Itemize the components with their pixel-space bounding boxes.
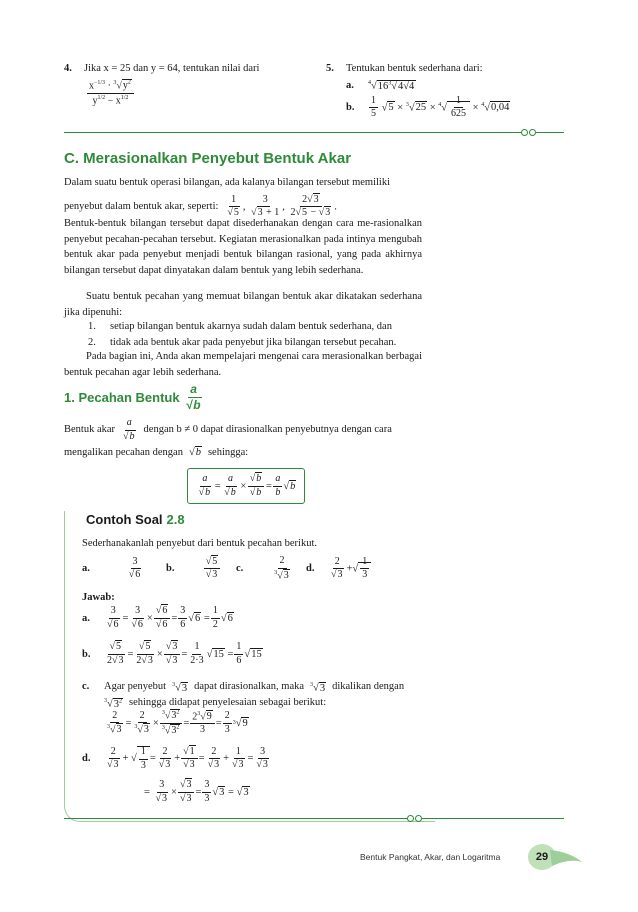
exercise-number: 4. [64,63,72,74]
example-instruction: Sederhanakanlah penyebut dari bentuk pecahan berikut. [82,538,317,549]
section-divider [536,132,564,133]
section-divider [422,818,564,819]
item-label: a. [82,563,90,575]
item-label: c. [236,563,244,575]
list-item: 2. tidak ada bentuk akar pada penyebut jika bilangan tersebut pecahan. [88,336,397,348]
subsection-text: Bentuk akar $\frac{a}{√b}$ dengan b ≠ 0 dapat dirasionalkan penyebutnya dengan cara [64,417,392,442]
exercise-4-expression: $\frac{x^{-1/3} \cdot ^3√y^2}{y^{1/2} - x^{1/2}}$ [86,80,314,107]
answer-a: a. $\frac{3}{√6}$ = $\frac{3}{√6}$ × $\frac{√6}{√6}$ = $\frac{3}{6}$ √ 6 = $\frac{1}{2}$ √ 6 [82,605,233,630]
section-intro [64,175,422,219]
divider-dot [521,129,528,136]
footer-chapter-title: Bentuk Pangkat, Akar, dan Logaritma [360,852,501,862]
exercise-5 [326,63,586,120]
item-label: b. [166,563,175,575]
page-corner-decoration [548,846,588,872]
answer-d-cont: = $\frac{3}{√3}$ × $\frac{√3}{√3}$ = $\frac{3}{3}$ √ 3 = √ 3 [144,779,249,804]
question-c: $\frac{2}{^3√3}$ [274,555,289,581]
section-title: C. Merasionalkan Penyebut Bentuk Akar [64,150,352,167]
list-item: 1. setiap bilangan bentuk akarnya sudah dalam bentuk sederhana, dan [88,321,392,332]
answer-d: d. $\frac{2}{√3}$ + √ $\frac{1}{3}$ = $\frac{2}{√3}$ + $\frac{√1}{√3}$ = $\frac{2}{√3}$ + $\frac{1}{√3}$ = $\frac{3}{√3}$ [82,745,268,771]
exercise-number: 5. [326,63,334,74]
answer-heading: Jawab: [82,592,115,603]
subsection-text: mengalikan pecahan dengan √b sehingga: [64,447,249,458]
answer-b: b. $\frac{√5}{2√3}$ = $\frac{√5}{2√3}$ × $\frac{√3}{√3}$ = $\frac{1}{2\cdot 3}$ √ 15 = $\frac{1}{6}$ √ 15 [82,641,262,666]
conditions-list [88,319,422,350]
subsection-title: 1. Pecahan Bentuk $\frac{a}{√b}$ [64,382,201,412]
paragraph: Suatu bentuk pecahan yang memuat bilangan bentuk akar dikatakan sederhana jika dipenuhi: [64,291,422,318]
answer-c-text: c. Agar penyebut $^3$√3 dapat dirasionalkan, maka $^3$√3 dikalikan dengan [82,681,405,694]
item-label: d. [306,563,315,575]
exercise-5a-expression: $^4√16^3√4√4$ [368,80,415,92]
section-divider [64,132,524,133]
formula-box: $\frac{a}{√b}$ = $\frac{a}{√b}$ × $\frac{√b}{√b}$ = $\frac{a}{b}$ √ b [187,468,305,504]
exercise-text: Jika x = 25 dan y = 64, tentukan nilai dari [84,63,260,74]
divider-dot [407,815,414,822]
item-label: b. [346,102,355,113]
exercise-4 [64,63,314,107]
item-label: a. [346,80,354,92]
exercise-5b-expression: $\frac{1}{5}$ √5 × $^3$√25 × $^4$√ $\frac{1}{625}$ × $^4$√0,04 [371,94,510,119]
paragraph: Dalam suatu bentuk operasi bilangan, ada kalanya bilangan tersebut memiliki [64,177,390,188]
example-heading: Contoh Soal 2.8 [80,509,191,529]
example-questions [82,556,371,581]
divider-dot [529,129,536,136]
example-fractions: $\frac{1}{√5}$ , $\frac{3}{√3 + 1}$ , $\frac{2√3}{2√5 - √3}$ . [227,193,337,218]
answer-c: $\frac{2}{^3√3}$ = $\frac{2}{^3√3}$ × $\frac{^3√3^2}{^3√3^2}$ = $\frac{2^3√9}{3}$ = $\frac{2}{3}$ 3 √ 9 [107,709,248,737]
question-a: $\frac{3}{√6}$ [128,555,141,581]
paragraph: Pada bagian ini, Anda akan mempelajari mengenai cara merasionalkan berbagai bentuk pecahan agar lebih sederhana. [64,351,422,378]
paragraph: penyebut dalam bentuk akar, seperti: [64,200,219,212]
page-number: 29 [535,851,549,863]
section-divider [64,818,410,819]
question-b: $\frac{√5}{√3}$ [189,557,235,581]
exercise-text: Tentukan bentuk sederhana dari: [346,63,483,74]
divider-dot [415,815,422,822]
question-d: $\frac{2}{√3}$ +√ $\frac{1}{3}$ [328,557,371,581]
paragraph: Bentuk-bentuk bilangan tersebut dapat disederhanakan dengan cara me-rasionalkan penyebut pecahan-pecahan tersebut. Kegiatan merasionalkan pada intinya mengubah bentuk akar pada penyebut menjadi bentuk bilangan rasional, yang pada akhirnya bilangan tersebut dapat dinyatakan dalam bentuk yang lebih sederhana. [64,218,422,276]
answer-c-text: $^3√3^2$ sehingga didapat penyelesaian sebagai berikut: [104,697,327,710]
